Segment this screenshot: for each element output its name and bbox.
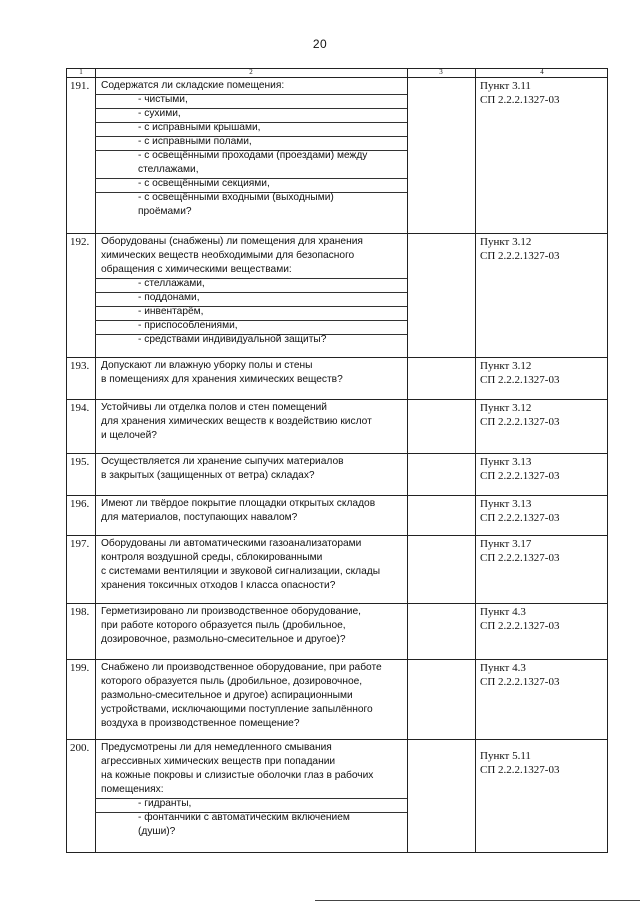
reference-text: Пункт 4.3 xyxy=(480,606,526,618)
question-text-line: при работе которого образуется пыль (дробильное, xyxy=(101,620,346,631)
question-text-line: воздуха в производственное помещение? xyxy=(101,718,300,729)
reference-text: Пункт 4.3 xyxy=(480,662,526,674)
sub-item-text: - с исправными крышами, xyxy=(138,122,261,133)
sub-item-text: - с освещёнными входными (выходными) xyxy=(138,192,334,203)
question-text-line: Осуществляется ли хранение сыпучих материалов xyxy=(101,456,344,467)
sub-item-text: - стеллажами, xyxy=(138,278,205,289)
question-text-line: агрессивных химических веществ при попадании xyxy=(101,756,336,767)
question-text-line: Допускают ли влажную уборку полы и стены xyxy=(101,360,313,371)
sub-item-text: - с освещёнными проходами (проездами) между xyxy=(138,150,368,161)
question-text-line: которого образуется пыль (дробильное, дозировочное, xyxy=(101,676,363,687)
checklist-table xyxy=(66,68,608,853)
row-divider xyxy=(67,233,607,234)
reference-text: Пункт 3.13 xyxy=(480,456,532,468)
row-divider xyxy=(67,739,607,740)
question-text-line: и щелочей? xyxy=(101,430,157,441)
reference-text: Пункт 3.11 xyxy=(480,80,531,92)
question-text-line: размольно-смесительное и другое) аспирационными xyxy=(101,690,353,701)
header-col-3: 3 xyxy=(439,68,443,76)
sub-item-text: - приспособлениями, xyxy=(138,320,238,331)
question-text-line: для материалов, поступающих навалом? xyxy=(101,512,298,523)
question-text-line: помещениях: xyxy=(101,784,164,795)
row-number: 200. xyxy=(70,742,90,754)
sub-item-text: - гидранты, xyxy=(138,798,192,809)
sub-item-text: - фонтанчики с автоматическим включением xyxy=(138,812,350,823)
reference-text: Пункт 3.12 xyxy=(480,402,532,414)
reference-text: Пункт 3.12 xyxy=(480,236,532,248)
row-divider xyxy=(67,453,607,454)
sub-item-text: - поддонами, xyxy=(138,292,200,303)
reference-text: СП 2.2.2.1327-03 xyxy=(480,374,560,386)
reference-text: Пункт 3.13 xyxy=(480,498,532,510)
sub-item-text: - с освещёнными секциями, xyxy=(138,178,270,189)
sub-item-text: - с исправными полами, xyxy=(138,136,252,147)
question-text-line: дозировочное, размольно-смесительное и другое)? xyxy=(101,634,346,645)
row-divider xyxy=(67,399,607,400)
reference-text: СП 2.2.2.1327-03 xyxy=(480,764,560,776)
sub-item-text: проёмами? xyxy=(138,206,192,217)
question-text-line: Снабжено ли производственное оборудование, при работе xyxy=(101,662,382,673)
header-divider xyxy=(67,77,607,78)
row-number: 191. xyxy=(70,80,90,92)
sub-item-text: - инвентарём, xyxy=(138,306,204,317)
row-number: 197. xyxy=(70,538,90,550)
question-text-line: химических веществ необходимыми для безопасного xyxy=(101,250,355,261)
reference-text: СП 2.2.2.1327-03 xyxy=(480,250,560,262)
question-text-line: в помещениях для хранения химических веществ? xyxy=(101,374,343,385)
row-number: 195. xyxy=(70,456,90,468)
row-number: 196. xyxy=(70,498,90,510)
sub-item-text: стеллажами, xyxy=(138,164,199,175)
row-number: 194. xyxy=(70,402,90,414)
reference-text: СП 2.2.2.1327-03 xyxy=(480,676,560,688)
question-text-line: Оборудованы ли автоматическими газоанализаторами xyxy=(101,538,362,549)
question-text-line: Оборудованы (снабжены) ли помещения для хранения xyxy=(101,236,363,247)
reference-text: СП 2.2.2.1327-03 xyxy=(480,416,560,428)
question-text-line: хранения токсичных отходов I класса опасности? xyxy=(101,580,336,591)
row-divider xyxy=(67,603,607,604)
question-text-line: на кожные покровы и слизистые оболочки глаз в рабочих xyxy=(101,770,374,781)
row-divider xyxy=(67,535,607,536)
header-col-2: 2 xyxy=(249,68,253,76)
sub-item-text: - сухими, xyxy=(138,108,181,119)
reference-text: Пункт 3.12 xyxy=(480,360,532,372)
sub-item-text: - средствами индивидуальной защиты? xyxy=(138,334,327,345)
reference-text: СП 2.2.2.1327-03 xyxy=(480,512,560,524)
row-number: 192. xyxy=(70,236,90,248)
row-divider xyxy=(67,357,607,358)
question-text-line: с системами вентиляции и звуковой сигнализации, склады xyxy=(101,566,381,577)
row-divider xyxy=(67,495,607,496)
question-text-line: Устойчивы ли отделка полов и стен помещений xyxy=(101,402,327,413)
question-text-line: в закрытых (защищенных от ветра) складах? xyxy=(101,470,315,481)
question-text-line: Содержатся ли складские помещения: xyxy=(101,80,285,91)
header-col-4: 4 xyxy=(540,68,544,76)
reference-text: СП 2.2.2.1327-03 xyxy=(480,620,560,632)
column-divider xyxy=(407,69,408,852)
question-text-line: для хранения химических веществ к воздействию кислот xyxy=(101,416,372,427)
row-number: 193. xyxy=(70,360,90,372)
page-number: 20 xyxy=(312,37,328,51)
question-text-line: контроля воздушной среды, сблокированными xyxy=(101,552,323,563)
reference-text: Пункт 5.11 xyxy=(480,750,531,762)
sub-item-text: - чистыми, xyxy=(138,94,188,105)
question-text-line: обращения с химическими веществами: xyxy=(101,264,292,275)
reference-text: СП 2.2.2.1327-03 xyxy=(480,552,560,564)
reference-text: Пункт 3.17 xyxy=(480,538,532,550)
question-text-line: устройствами, исключающими поступление запылённого xyxy=(101,704,373,715)
row-divider xyxy=(67,659,607,660)
column-divider xyxy=(475,69,476,852)
row-number: 198. xyxy=(70,606,90,618)
reference-text: СП 2.2.2.1327-03 xyxy=(480,94,560,106)
question-text-line: Предусмотрены ли для немедленного смывания xyxy=(101,742,332,753)
scan-edge-line xyxy=(315,900,640,901)
column-divider xyxy=(95,69,96,852)
question-text-line: Герметизировано ли производственное оборудование, xyxy=(101,606,361,617)
sub-item-text: (души)? xyxy=(138,826,176,837)
header-col-1: 1 xyxy=(79,68,83,76)
row-number: 199. xyxy=(70,662,90,674)
question-text-line: Имеют ли твёрдое покрытие площадки открытых складов xyxy=(101,498,376,509)
reference-text: СП 2.2.2.1327-03 xyxy=(480,470,560,482)
